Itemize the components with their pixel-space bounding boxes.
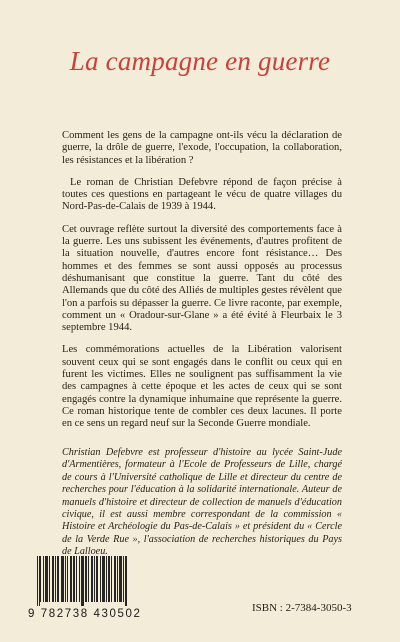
author-biography: Christian Defebvre est professeur d'histoire au lycée Saint-Jude d'Armentières, formateur à l'Ecole de Professeurs de Lille, chargé de cours à l'Université catholique de Lille et directeur du centre de recherches pour l'éducation à la solidarité internationale. Auteur de manuels d'histoire et directeur de collection de manuels d'éducation civique, il est aussi membre correspondant de la commission « Histoire et Archéologie du Pas-de-Calais » et président du « Cercle de la Verde Rue », l'association de recherches historiques du Pays de Lalloeu. <box>62 447 342 558</box>
back-cover-blurb <box>62 130 342 441</box>
isbn-label: ISBN : 2-7384-3050-3 <box>252 602 352 614</box>
blurb-paragraph-3: Cet ouvrage reflète surtout la diversité des comportements face à la guerre. Les uns subissent les événements, d'autres profitent de la situation nouvelle, d'autres encore font résistance… Des hommes et des femmes se sont aussi opposés au processus déshumanisant que constitue la guerre. Tant du côté des Allemands que du côté des Alliés de multiples gestes révèlent que l'on a parfois su dépasser la guerre. Ce livre raconte, par exemple, comment un « Oradour-sur-Glane » a été évité à Fleurbaix le 3 septembre 1944. <box>62 223 342 334</box>
blurb-paragraph-1: Comment les gens de la campagne ont-ils vécu la déclaration de guerre, la drôle de guerre, l'exode, l'occupation, la collaboration, les résistances et la libération ? <box>62 130 342 166</box>
blurb-paragraph-2: Le roman de Christian Defebvre répond de façon précise à toutes ces questions en partageant le vécu de quatre villages du Nord-Pas-de-Calais de 1939 à 1944. <box>62 176 342 213</box>
barcode-number: 9 782738 430502 <box>28 608 142 620</box>
book-title: La campagne en guerre <box>69 46 331 76</box>
barcode-image <box>36 556 128 606</box>
blurb-paragraph-4: Les commémorations actuelles de la Libération valorisent souvent ceux qui se sont engagés dans le conflit ou ceux qui en furent les victimes. Elles ne soulignent pas suffisamment la vie des campagnes à cette époque et les actes de ceux qui se sont engagés contre la dynamique inhumaine que représente la guerre. Ce roman historique tente de combler ces deux lacunes. Il porte en ce sens un regard neuf sur la Seconde Guerre mondiale. <box>62 344 342 430</box>
